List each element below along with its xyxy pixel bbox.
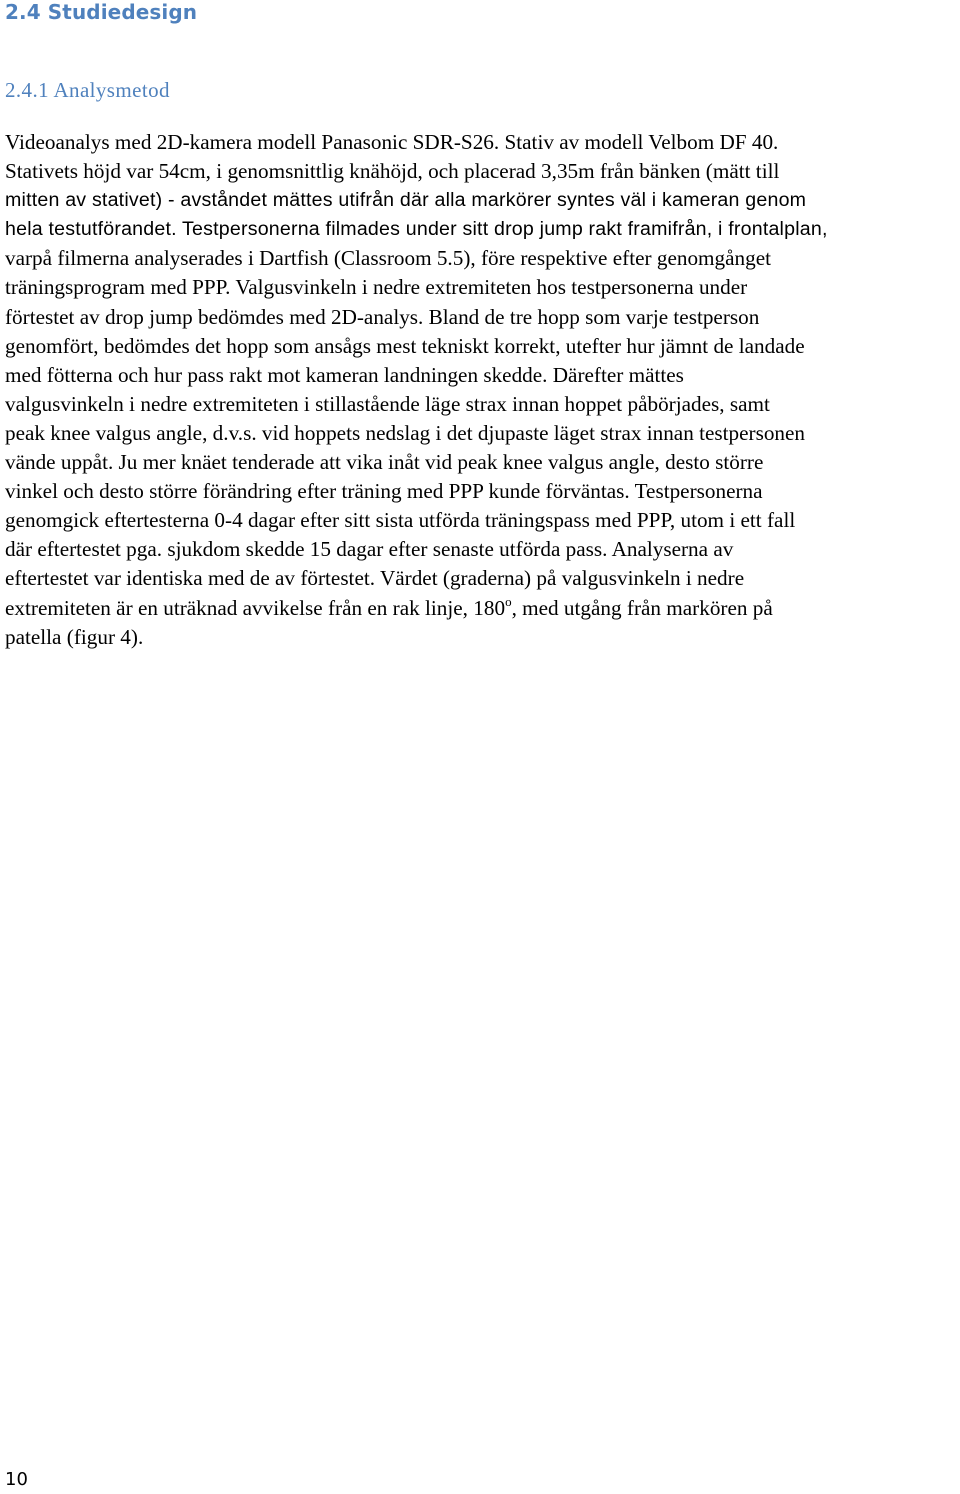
paragraph-line: förtestet av drop jump bedömdes med 2D-analys. Bland de tre hopp som varje testperson bbox=[5, 304, 760, 329]
subsection-heading: 2.4.1 Analysmetod bbox=[5, 78, 170, 102]
paragraph-line: eftertestet var identiska med de av förtestet. Värdet (graderna) på valgusvinkeln i nedre bbox=[5, 566, 745, 591]
page-number: 10 bbox=[5, 1469, 28, 1490]
paragraph-line: peak knee valgus angle, d.v.s. vid hoppets nedslag i det djupaste läget strax innan testpersonen bbox=[5, 420, 806, 445]
paragraph-line: där eftertestet pga. sjukdom skedde 15 dagar efter senaste utförda pass. Analyserna av bbox=[5, 537, 734, 562]
paragraph-line: genomfört, bedömdes det hopp som ansågs mest tekniskt korrekt, utefter hur jämnt de landade bbox=[5, 333, 805, 358]
paragraph-line: patella (figur 4). bbox=[5, 624, 144, 649]
paragraph-line: träningsprogram med PPP. Valgusvinkeln i nedre extremiteten hos testpersonerna under bbox=[5, 275, 748, 300]
paragraph-line-with-superscript bbox=[5, 594, 960, 623]
paragraph-line: vände uppåt. Ju mer knäet tenderade att vika inåt vid peak knee valgus angle, desto större bbox=[5, 450, 764, 475]
paragraph-line: vinkel och desto större förändring efter träning med PPP kunde förväntas. Testpersonerna bbox=[5, 479, 763, 504]
paragraph-line: varpå filmerna analyserades i Dartfish (Classroom 5.5), före respektive efter genomgånget bbox=[5, 246, 771, 271]
line-text-before-superscript: extremiteten är en uträknad avvikelse från en rak linje, 180 bbox=[5, 595, 506, 620]
body-paragraph bbox=[5, 128, 960, 652]
paragraph-line: genomgick eftertesterna 0-4 dagar efter sitt sista utförda träningspass med PPP, utom i ett fall bbox=[5, 508, 796, 533]
degree-superscript: o bbox=[505, 593, 512, 609]
paragraph-line: mitten av stativet) - avståndet mättes utifrån där alla markörer syntes väl i kameran genom bbox=[5, 189, 807, 212]
paragraph-line: med fötterna och hur pass rakt mot kameran landningen skedde. Därefter mättes bbox=[5, 362, 684, 387]
section-heading: 2.4 Studiedesign bbox=[5, 0, 198, 24]
paragraph-line: valgusvinkeln i nedre extremiteten i stillastående läge strax innan hoppet påbörjades, samt bbox=[5, 391, 770, 416]
paragraph-line: Stativets höjd var 54cm, i genomsnittlig knähöjd, och placerad 3,35m från bänken (mätt till bbox=[5, 159, 780, 184]
line-text-after-superscript: , med utgång från markören på bbox=[511, 595, 773, 620]
paragraph-line: Videoanalys med 2D-kamera modell Panasonic SDR-S26. Stativ av modell Velbom DF 40. bbox=[5, 130, 779, 154]
paragraph-line: hela testutförandet. Testpersonerna filmades under sitt drop jump rakt framifrån, i frontalplan, bbox=[5, 218, 828, 241]
